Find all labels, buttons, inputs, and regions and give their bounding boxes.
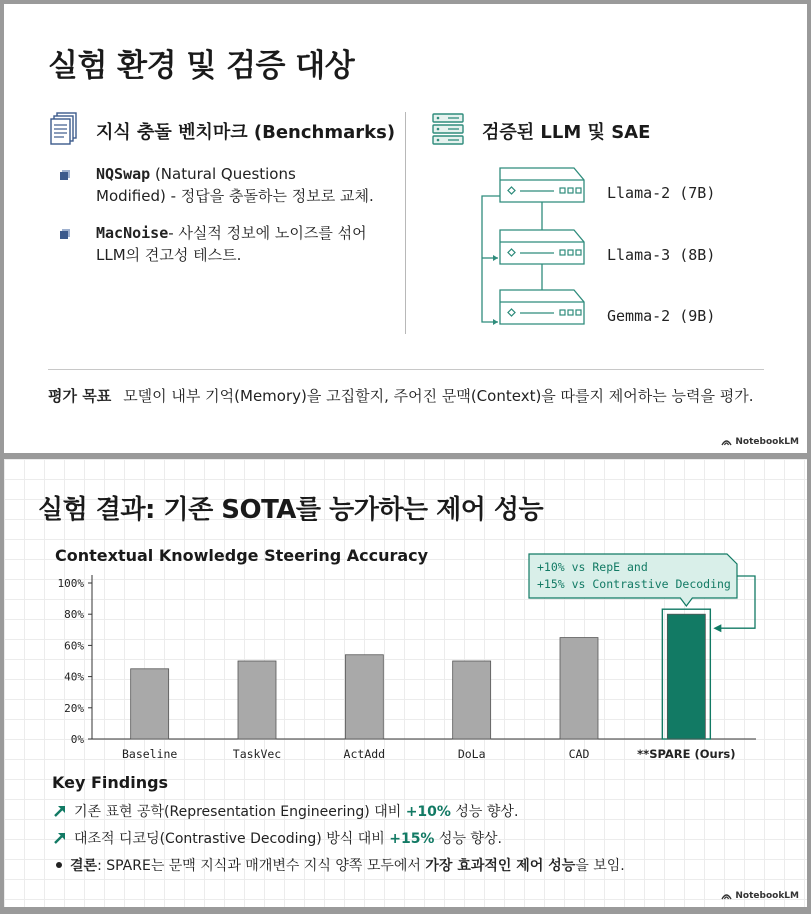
bar — [345, 655, 383, 739]
bar-chart — [4, 459, 807, 769]
finding-text — [70, 855, 625, 875]
finding-value: +15% — [389, 831, 435, 847]
benchmarks-heading: 지식 충돌 벤치마크 (Benchmarks) — [96, 122, 396, 143]
finding-value: +10% — [405, 804, 451, 820]
brand-watermark — [721, 891, 799, 901]
benchmark-desc: - 사실적 정보에 노이즈를 섞어 — [168, 224, 367, 242]
finding-text-post: 을 보임. — [575, 858, 625, 874]
x-tick-label: Baseline — [121, 747, 178, 761]
benchmark-desc: LLM의 견고성 테스트. — [96, 246, 242, 264]
brand-watermark — [721, 437, 799, 447]
benchmark-name: NQSwap — [96, 165, 151, 183]
finding-item-repe — [52, 801, 518, 821]
bar — [560, 638, 598, 739]
model-label-gemma2: Gemma-2 (9B) — [607, 307, 716, 325]
slide-title: 실험 환경 및 검증 대상 — [48, 48, 355, 84]
models-heading: 검증된 LLM 및 SAE — [482, 122, 651, 143]
finding-text — [74, 801, 518, 821]
benchmark-desc: Modified) - 정답을 충돌하는 정보로 교체. — [96, 187, 374, 205]
model-label-llama3: Llama-3 (8B) — [607, 246, 716, 264]
benchmark-item-nqswap — [96, 163, 396, 207]
trend-up-arrow-icon — [52, 830, 68, 846]
finding-text-pre: 기존 표현 공학(Representation Engineering) 대비 — [74, 804, 406, 820]
callout-arrowhead — [713, 624, 721, 632]
bar — [131, 669, 169, 739]
callout-line: +15% vs Contrastive Decoding — [537, 577, 731, 591]
evaluation-label: 평가 목표 — [48, 387, 112, 405]
finding-text-post: 성능 향상. — [450, 804, 519, 820]
y-tick-label: 40% — [64, 670, 84, 684]
finding-emphasis: 가장 효과적인 제어 성능 — [425, 858, 576, 874]
benchmark-name: MacNoise — [96, 224, 169, 242]
trend-up-arrow-icon — [52, 803, 68, 819]
brand-name: NotebookLM — [735, 437, 799, 447]
finding-text-pre: : SPARE는 문맥 지식과 매개변수 지식 양쪽 모두에서 — [97, 858, 426, 874]
bar — [453, 661, 491, 739]
benchmark-desc: (Natural Questions — [150, 165, 296, 183]
x-tick-label: DoLa — [457, 747, 486, 761]
notebooklm-logo-icon — [721, 892, 732, 900]
model-servers-diagram — [476, 162, 594, 342]
y-tick-label: 60% — [64, 639, 84, 653]
slide-title: 실험 결과: 기존 SOTA를 능가하는 제어 성능 — [38, 495, 544, 525]
y-tick-label: 80% — [64, 608, 84, 622]
evaluation-goal — [48, 385, 754, 406]
findings-heading: Key Findings — [52, 773, 169, 792]
document-stack-icon — [50, 112, 78, 146]
column-divider — [405, 112, 406, 334]
finding-text-pre: 대조적 디코딩(Contrastive Decoding) 방식 대비 — [74, 831, 390, 847]
finding-text-post: 성능 향상. — [434, 831, 502, 847]
conclusion-label: 결론 — [70, 858, 98, 874]
y-tick-label: 20% — [64, 701, 84, 715]
chart-title: Contextual Knowledge Steering Accuracy — [55, 546, 429, 565]
slide-experiment-setup — [4, 4, 807, 453]
brand-name: NotebookLM — [735, 891, 799, 901]
callout-line: +10% vs RepE and — [537, 560, 648, 574]
bullet-icon — [59, 169, 71, 181]
model-label-llama2: Llama-2 (7B) — [607, 184, 716, 202]
x-tick-label: **SPARE (Ours) — [637, 747, 736, 761]
bar — [667, 614, 705, 739]
finding-item-contrastive — [52, 828, 502, 848]
notebooklm-logo-icon — [721, 438, 732, 446]
bullet-icon — [59, 228, 71, 240]
y-tick-label: 100% — [57, 577, 84, 590]
x-tick-label: TaskVec — [232, 747, 282, 761]
benchmark-item-macnoise — [96, 222, 396, 266]
bullet-dot — [56, 862, 62, 868]
bar — [238, 661, 276, 739]
section-divider — [48, 369, 764, 370]
server-rack-icon — [432, 113, 464, 145]
y-tick-label: 0% — [70, 733, 84, 746]
x-tick-label: ActAdd — [343, 747, 386, 761]
slide-experiment-results — [4, 459, 807, 907]
finding-item-conclusion — [52, 855, 625, 875]
x-tick-label: CAD — [568, 747, 590, 761]
evaluation-text: 모델이 내부 기억(Memory)을 고집할지, 주어진 문맥(Context)을 따를지 제어하는 능력을 평가. — [123, 387, 754, 405]
finding-text — [74, 828, 502, 848]
